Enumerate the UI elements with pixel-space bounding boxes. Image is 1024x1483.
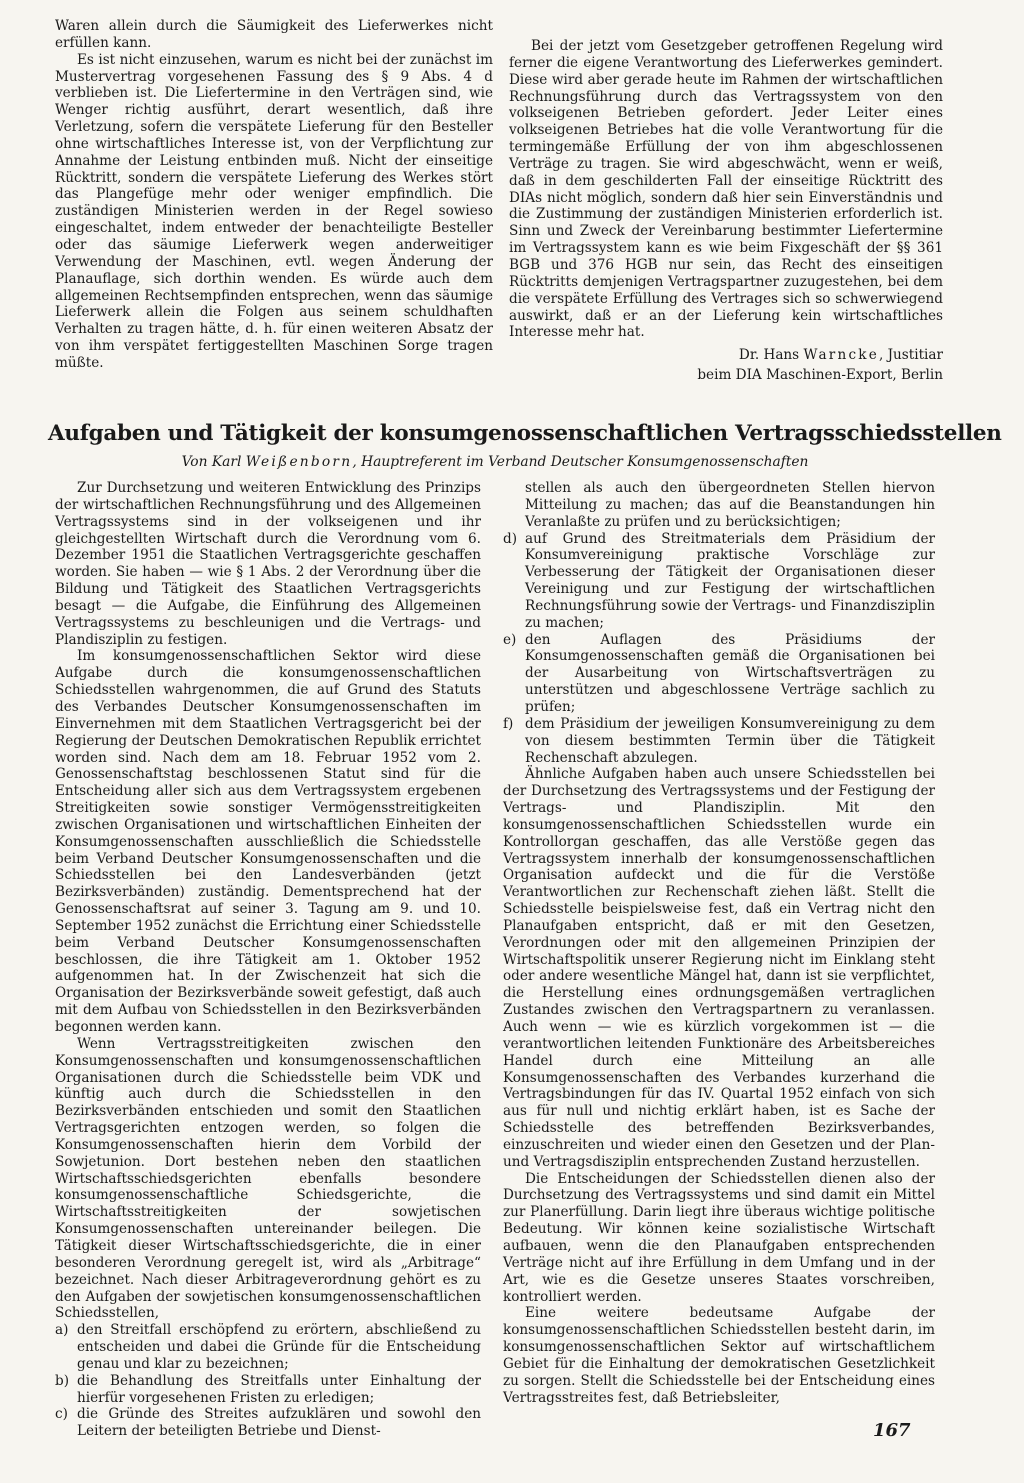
signature-name: Warncke — [803, 347, 879, 364]
author-signature — [509, 345, 943, 385]
paragraph: Zur Durchsetzung und weiteren Entwicklung des Prinzips der wirtschaftlichen Rechnungsführung und des Allgemeinen Vertragssystems sind in der volkseigenen und ihr gleichgestellten Wirtschaft durch die Verordnung vom 6. Dezember 1951 die Staatlichen Vertragsgerichte geschaffen worden. Sie haben — wie § 1 Abs. 2 der Verordnung über die Bildung und Tätigkeit des Staatlichen Vertragsgerichts besagt — die Aufgabe, die Einführung des Allgemeinen Vertragssystems zu beschleunigen und die Vertrags- und Plandisziplin zu festigen. — [55, 480, 481, 648]
signature-prefix: Dr. Hans — [738, 347, 800, 364]
prev-article-left-column — [55, 18, 493, 372]
paragraph: Im konsumgenossenschaftlichen Sektor wird diese Aufgabe durch die konsumgenossenschaftlichen Schiedsstellen wahrgenommen, die auf Grund des Statuts des Verbandes Deutscher Konsumgenossenschaften im Einvernehmen mit dem Staatlichen Vertragsgericht bei der Regierung der Deutschen Demokratischen Republik errichtet worden sind. Nach dem am 18. Februar 1952 vom 2. Genossenschaftstag beschlossenen Statut sind für die Entscheidung aller sich aus dem Vertragssystem ergebenen Streitigkeiten sowie sonstiger Vermögensstreitigkeiten zwischen Organisationen und wirtschaftlichen Einheiten der Konsumgenossenschaften ausschließlich die Schiedsstelle beim Verband Deutscher Konsumgenossenschaften und die Schiedsstellen bei den Landesverbänden (jetzt Bezirksverbänden) zuständig. Dementsprechend hat der Genossenschaftsrat auf seiner 3. Tagung am 9. und 10. September 1952 zunächst die Errichtung einer Schiedsstelle beim Verband Deutscher Konsumgenossenschaften beschlossen, die ihre Tätigkeit am 1. Oktober 1952 aufgenommen hat. In der Zwischenzeit hat sich die Organisation der Bezirksverbände soweit gefestigt, daß auch mit dem Aufbau von Schiedsstellen in den Bezirksverbänden begonnen werden kann. — [55, 648, 481, 1035]
list-item — [503, 531, 935, 632]
signature-suffix: , Justitiar — [878, 347, 943, 364]
list-marker: e) — [503, 631, 517, 648]
list-item — [55, 1322, 481, 1373]
list-item-text: den Streitfall erschöpfend zu erörtern, abschließend zu entscheiden und dabei die Gründe für die Entscheidung genau und klar zu bezeichnen; — [77, 1322, 481, 1372]
list-item-text: die Behandlung des Streitfalls unter Einhaltung der hierfür vorgesehenen Fristen zu erledigen; — [77, 1372, 481, 1406]
page-number: 167 — [873, 1420, 911, 1441]
article-right-column — [503, 480, 935, 1406]
list-item — [503, 632, 935, 716]
paragraph: Es ist nicht einzusehen, warum es nicht bei der zunächst im Mustervertrag vorgesehenen Fassung des § 9 Abs. 4 d verblieben ist. Die Liefertermine in den Verträgen sind, wie Wenger richtig ausführt, derart wesentlich, daß ihre Verletzung, sofern die verspätete Lieferung für den Besteller ohne wirtschaftliches Interesse ist, von der Verpflichtung zur Annahme der Leistung entbinden muß. Nicht der einseitige Rücktritt, sondern die verspätete Lieferung des Werkes stört das Plangefüge mehr oder weniger empfindlich. Die zuständigen Ministerien werden in der Regel sowieso eingeschaltet, indem entweder der benachteiligte Besteller oder das säumige Lieferwerk wegen anderweitiger Verwendung der Maschinen, evtl. wegen Änderung der Planauflage, sich dorthin wenden. Es würde auch dem allgemeinen Rechtsempfinden entsprechen, wenn das säumige Lieferwerk allein die Folgen aus seinem schuldhaften Verhalten zu tragen hätte, d. h. für einen weiteren Absatz der von ihm verspätet fertiggestellten Maschinen Sorge tragen müßte. — [55, 51, 493, 371]
paragraph: Ähnliche Aufgaben haben auch unsere Schiedsstellen bei der Durchsetzung des Vertragssystems und der Festigung der Vertrags- und Plandisziplin. Mit den konsumgenossenschaftlichen Schiedsstellen wurde ein Kontrollorgan geschaffen, das alle Verstöße gegen das Vertragssystem innerhalb der konsumgenossenschaftlichen Organisation aufdeckt und die für die Verstöße Verantwortlichen zur Rechenschaft ziehen läßt. Stellt die Schiedsstelle beispielsweise fest, daß ein Vertrag nicht den Planaufgaben entspricht, daß er mit den Gesetzen, Verordnungen oder mit den allgemeinen Prinzipien der Wirtschaftspolitik unserer Regierung nicht im Einklang steht oder andere wesentliche Mängel hat, dann ist sie verpflichtet, die Herstellung eines ordnungsgemäßen vertraglichen Zustandes zwischen den Vertragspartnern zu veranlassen. Auch wenn — wie es kürzlich vorgekommen ist — die verantwortlichen leitenden Funktionäre des Arbeitsbereiches Handel durch eine Mitteilung an alle Konsumgenossenschaften des Verbandes kurzerhand die Vertragsbindungen für das IV. Quartal 1952 einfach von sich aus für null und nichtig erklärt haben, ist es Sache der Schiedsstelle des betreffenden Bezirksverbandes, einzuschreiten und wieder einen den Gesetzen und der Plan- und Vertragsdisziplin entsprechenden Zustand herzustellen. — [503, 766, 935, 1170]
paragraph: Wenn Vertragsstreitigkeiten zwischen den Konsumgenossenschaften und konsumgenossenschaftlichen Organisationen durch die Schiedsstelle beim VDK und künftig auch durch die Schiedsstellen in den Bezirksverbänden entschieden und somit den Staatlichen Vertragsgerichten entzogen werden, so folgen die Konsumgenossenschaften hierin dem Vorbild der Sowjetunion. Dort bestehen neben den staatlichen Wirtschaftsschiedsgerichten ebenfalls besondere konsumgenossenschaftliche Schiedsgerichte, die Wirtschaftsstreitigkeiten der sowjetischen Konsumgenossenschaften untereinander beilegen. Die Tätigkeit dieser Wirtschaftsschiedsgerichte, die in einer besonderen Verordnung geregelt ist, wird als „Arbitrage“ bezeichnet. Nach dieser Arbitrageverordnung gehört es zu den Aufgaben der sowjetischen konsumgenossenschaftlichen Schiedsstellen, — [55, 1035, 481, 1322]
byline-suffix: , Hauptreferent im Verband Deutscher Konsumgenossenschaften — [352, 454, 809, 470]
article-byline — [55, 454, 935, 470]
list-item-text: die Gründe des Streites aufzuklären und sowohl den Leitern der beteiligten Betriebe und Dienst- — [77, 1406, 481, 1440]
paragraph: Bei der jetzt vom Gesetzgeber getroffenen Regelung wird ferner die eigene Verantwortung des Lieferwerkes gemindert. Diese wird aber gerade heute im Rahmen der wirtschaftlichen Rechnungsführung durch das Vertragssystem von den volkseigenen Betrieben gefordert. Jeder Leiter eines volkseigenen Betriebes hat die volle Verantwortung für die termingemäße Erfüllung der von ihm abgeschlossenen Verträge zu tragen. Sie wird abgeschwächt, wenn er weiß, daß in dem geschilderten Fall der einseitige Rücktritt des DIAs nicht möglich, sondern daß hier sein Einverständnis und die Zustimmung der zuständigen Ministerien erforderlich ist. Sinn und Zweck der Vereinbarung bestimmter Liefertermine im Vertragssystem kann es wie beim Fixgeschäft der §§ 361 BGB und 376 HGB nur sein, das Recht des einseitigen Rücktritts demjenigen Vertragspartner zuzugestehen, bei dem die verspätete Erfüllung des Vertrages sich so schwerwiegend auswirkt, daß er an der Lieferung kein wirtschaftliches Interesse mehr hat. — [509, 38, 943, 341]
byline-author: Weißenborn — [245, 454, 353, 470]
byline-prefix: Von Karl — [181, 454, 242, 470]
list-marker: f) — [503, 715, 514, 732]
list-item-text: auf Grund des Streitmaterials dem Präsidium der Konsumvereinigung praktische Vorschläge zur Verbesserung der Tätigkeit der Organisationen dieser Vereinigung und zur Festigung der wirtschaftlichen Rechnungsführung sowie der Vertrags- und Finanzdisziplin zu machen; — [525, 530, 935, 631]
list-item — [55, 1373, 481, 1407]
article-title: Aufgaben und Tätigkeit der konsumgenossenschaftlichen Vertragsschiedsstellen — [48, 421, 1002, 446]
paragraph: Waren allein durch die Säumigkeit des Lieferwerkes nicht erfüllen kann. — [55, 18, 493, 51]
signature-line-1 — [509, 345, 943, 365]
article-left-column — [55, 480, 481, 1440]
arbitrage-task-list-continued — [503, 531, 935, 767]
prev-article-right-column — [509, 38, 943, 385]
list-item-text: den Auflagen des Präsidiums der Konsumgenossenschaften gemäß die Organisationen bei der Ausarbeitung von Wirtschaftsverträgen zu unterstützen und abgeschlossene Verträge sachlich zu prüfen; — [525, 631, 935, 715]
list-item-text: dem Präsidium der jeweiligen Konsumvereinigung zu dem von diesem bestimmten Termin über die Tätigkeit Rechenschaft abzulegen. — [525, 715, 935, 766]
list-item — [55, 1406, 481, 1440]
list-marker: a) — [55, 1322, 69, 1339]
arbitrage-task-list — [55, 1322, 481, 1440]
list-item-continuation: stellen als auch den übergeordneten Stellen hiervon Mitteilung zu machen; das auf die Beanstandungen hin Veranlaßte zu prüfen und zu berücksichtigen; — [525, 480, 935, 530]
list-marker: d) — [503, 530, 518, 547]
paragraph: Die Entscheidungen der Schiedsstellen dienen also der Durchsetzung des Vertragssystems und sind damit ein Mittel zur Planerfüllung. Darin liegt ihre überaus wichtige politische Bedeutung. Wir können keine sozialistische Wirtschaft aufbauen, wenn die den Planaufgaben entsprechenden Verträge nicht auf ihre Erfüllung in dem Umfang und in der Art, wie es die Gesetze unseres Staates vorschreiben, kontrolliert werden. — [503, 1170, 935, 1305]
list-item — [503, 716, 935, 767]
signature-line-2: beim DIA Maschinen-Export, Berlin — [697, 367, 943, 384]
list-marker: b) — [55, 1372, 70, 1389]
list-marker: c) — [55, 1406, 68, 1423]
paragraph: Eine weitere bedeutsame Aufgabe der konsumgenossenschaftlichen Schiedsstellen besteht darin, im konsumgenossenschaftlichen Sektor auf wirtschaftlichem Gebiet für die Einhaltung der demokratischen Gesetzlichkeit zu sorgen. Stellt die Schiedsstelle bei der Entscheidung eines Vertragsstreites fest, daß Betriebsleiter, — [503, 1305, 935, 1406]
